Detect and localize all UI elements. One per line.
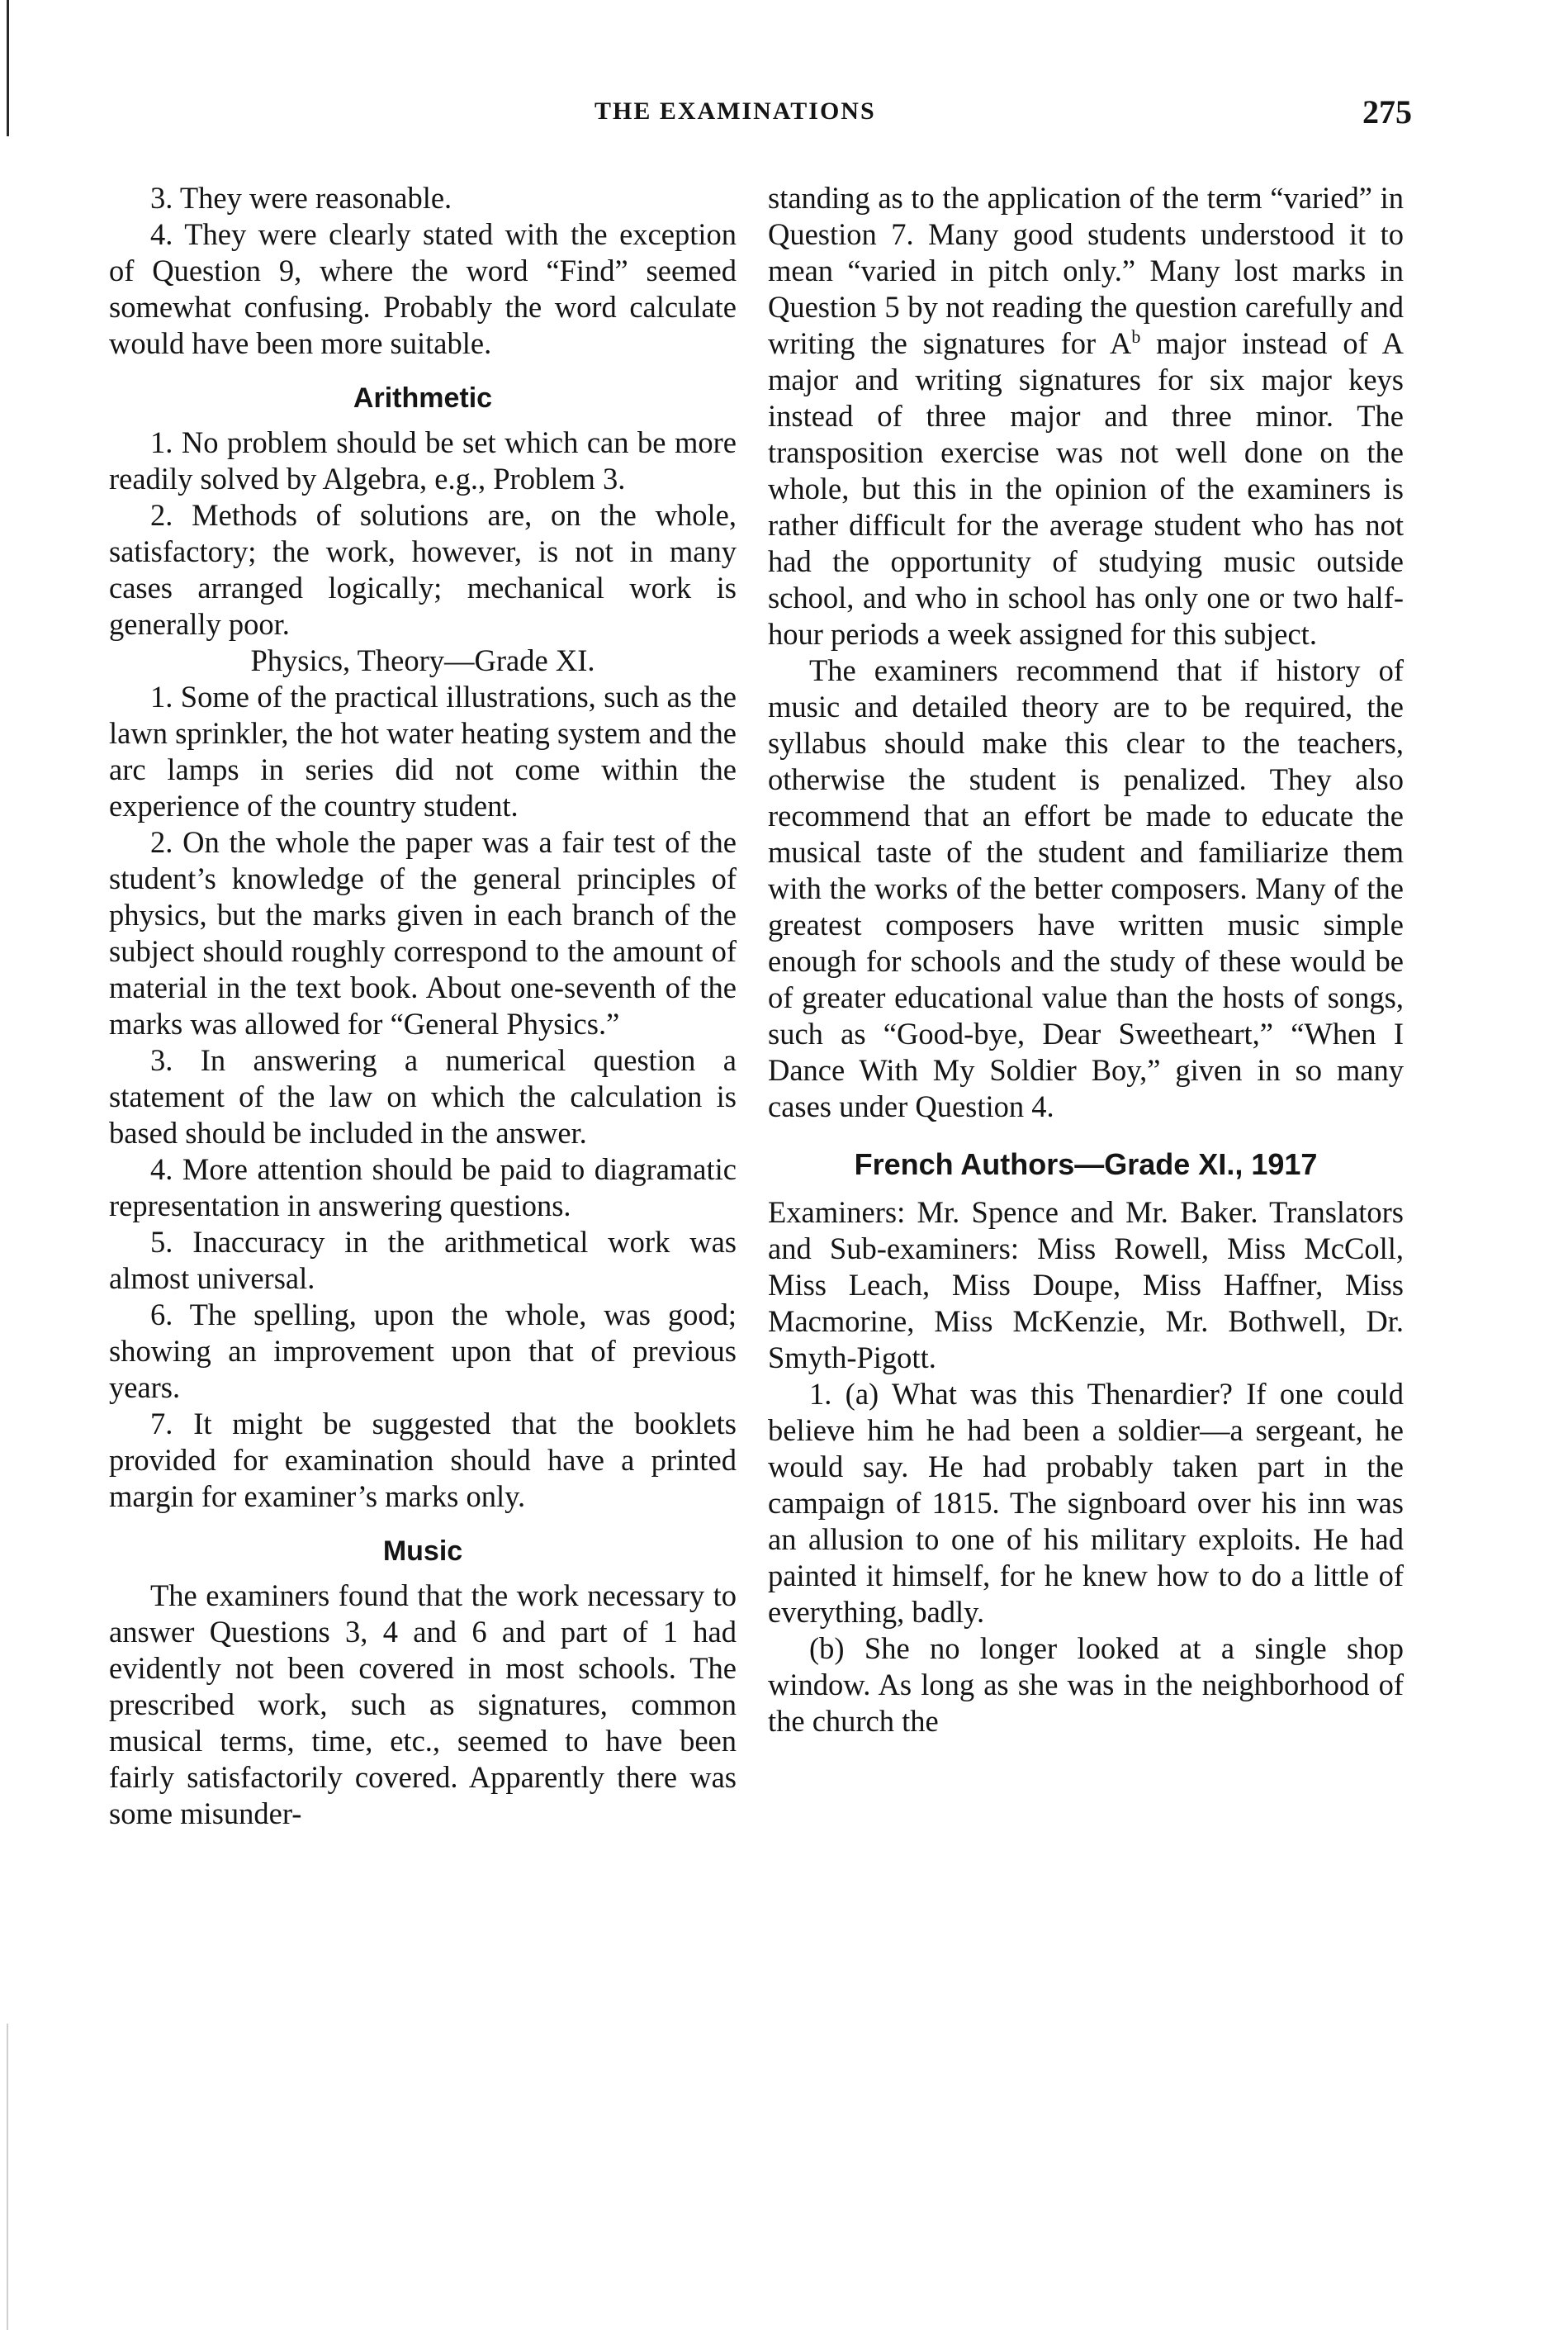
paragraph: 1. No problem should be set which can be more readily solved by Algebra, e.g., Problem 3. xyxy=(109,425,737,496)
paragraph: 2. Methods of solutions are, on the whole, satisfactory; the work, however, is not in many cases arranged logically; mechanical work is generally poor. xyxy=(109,498,737,641)
paragraph: (b) She no longer looked at a single shop window. As long as she was in the neighborhood of the church the xyxy=(768,1631,1404,1738)
flat-sign: b xyxy=(1131,325,1141,347)
paragraph: 1. (a) What was this Thenardier? If one could believe him he had been a soldier—a sergeant, he would say. He had probably taken part in the campaign of 1815. The signboard over his inn was an allusion to one of his military exploits. He had painted it himself, for he knew how to do a little of everything, badly. xyxy=(768,1377,1404,1629)
text-run: standing as to the application of the term “varied” in Question 7. Many good students understood it to mean “varied in pitch only.” Many lost marks in Question 5 by not reading the question carefully and writing the signatures for A xyxy=(768,181,1404,360)
left-column xyxy=(109,180,737,1832)
text-run: major instead of A major and writing signatures for six major keys instead of three major and three minor. The transposition exercise was not well done on the whole, but this in the opinion of the examiners is rather difficult for the average student who has not had the opportunity of studying music outside school, and who in school has only one or two half-hour periods a week assigned for this subject. xyxy=(768,326,1404,651)
paragraph: The examiners recommend that if history of music and detailed theory are to be required, the syllabus should make this clear to the teachers, otherwise the student is penalized. They also recommend that an effort be made to educate the musical taste of the student and familiarize them with the works of the better composers. Many of the greatest composers have written music simple enough for schools and the study of these would be of greater educational value than the hosts of songs, such as “Good-bye, Dear Sweetheart,” “When I Dance With My Soldier Boy,” given in so many cases under Question 4. xyxy=(768,653,1404,1123)
paragraph: 4. They were clearly stated with the exception of Question 9, where the word “Find” seemed somewhat confusing. Probably the word calculate would have been more suitable. xyxy=(109,217,737,360)
page-edge-line xyxy=(7,0,9,136)
page-edge-line-lower xyxy=(7,2024,8,2330)
paragraph: 3. In answering a numerical question a statement of the law on which the calculation is based should be included in the answer. xyxy=(109,1043,737,1150)
section-heading-french-authors: French Authors—Grade XI., 1917 xyxy=(854,1147,1318,1181)
paragraph: 6. The spelling, upon the whole, was good; showing an improvement upon that of previous years. xyxy=(109,1298,737,1404)
section-heading-music: Music xyxy=(382,1535,463,1567)
section-heading-arithmetic: Arithmetic xyxy=(353,382,493,414)
paragraph: 1. Some of the practical illustrations, such as the lawn sprinkler, the hot water heating system and the arc lamps in series did not come within the experience of the country student. xyxy=(109,680,737,823)
right-column xyxy=(768,180,1404,1739)
paragraph: 7. It might be suggested that the booklets provided for examination should have a printed margin for examiner’s marks only. xyxy=(109,1407,737,1513)
paragraph-examiners: Examiners: Mr. Spence and Mr. Baker. Translators and Sub-examiners: Miss Rowell, Miss McColl, Miss Leach, Miss Doupe, Miss Haffner, Miss Macmorine, Miss McKenzie, Mr. Bothwell, Dr. Smyth-Pigott. xyxy=(768,1195,1404,1374)
paragraph xyxy=(768,180,1404,652)
paragraph: The examiners found that the work necessary to answer Questions 3, 4 and 6 and part of 1 had evidently not been covered in most schools. The prescribed work, such as signatures, common musical terms, time, etc., seemed to have been fairly satisfactorily covered. Apparently there was some misunder- xyxy=(109,1578,737,1830)
paragraph: 2. On the whole the paper was a fair test of the student’s knowledge of the general principles of physics, but the marks given in each branch of the subject should roughly correspond to the amount of material in the text book. About one-seventh of the marks was allowed for “General Physics.” xyxy=(109,825,737,1041)
subheading-physics: Physics, Theory—Grade XI. xyxy=(250,643,595,677)
page-number: 275 xyxy=(1362,93,1412,130)
paragraph: 5. Inaccuracy in the arithmetical work was almost universal. xyxy=(109,1225,737,1295)
running-head: THE EXAMINATIONS xyxy=(595,97,876,125)
paragraph: 3. They were reasonable. xyxy=(150,181,452,215)
paragraph: 4. More attention should be paid to diagramatic representation in answering questions. xyxy=(109,1152,737,1222)
